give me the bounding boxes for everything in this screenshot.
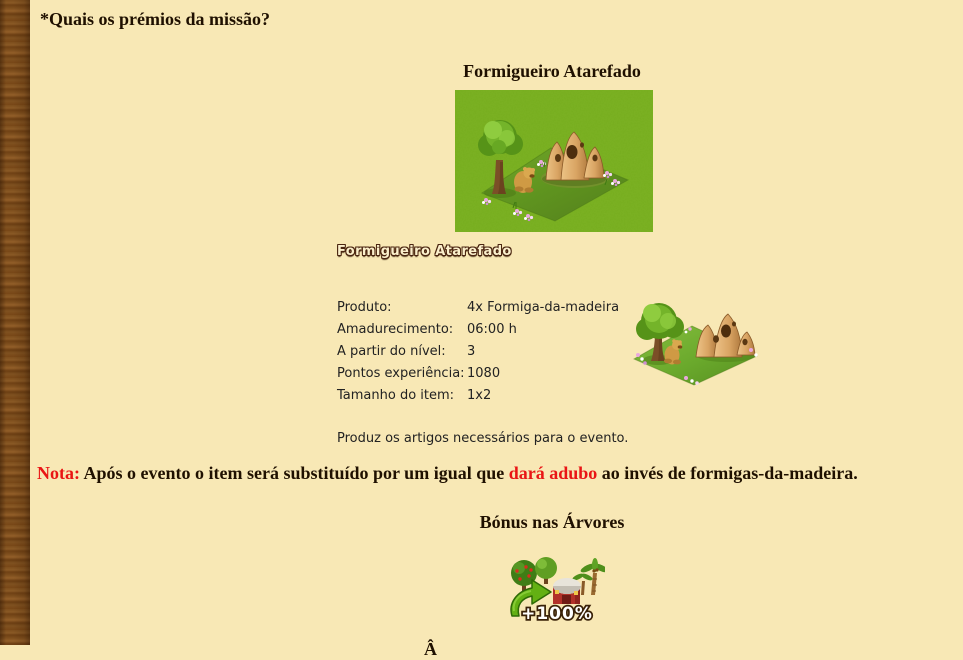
note-label: Nota: [37,463,80,483]
anthill-item-artwork [628,299,763,387]
bonus-percentage-label: +100% [521,604,593,623]
item-stats-table [337,297,619,407]
note-text-before: Após o evento o item será substituído por um igual que [80,463,509,483]
stat-value: 4x Formiga-da-madeira [467,300,620,315]
note-highlight: dará adubo [508,463,598,483]
wood-border [0,0,30,645]
stat-row [337,297,619,319]
stat-value: 06:00 h [467,322,517,337]
stat-row [337,319,619,341]
stat-row [337,341,619,363]
tree-bonus-icon [505,557,605,623]
stat-value: 3 [467,344,476,359]
green-tree-icon [535,557,557,584]
stat-label: Amadurecimento: [337,322,454,337]
next-heading-fragment: Â [424,639,437,659]
stat-value: 1x2 [467,388,492,403]
note-line [37,463,858,484]
item-caption: Formigueiro Atarefado [337,244,512,259]
stat-label: Produto: [337,300,392,315]
stat-row [337,385,619,407]
stat-label: Tamanho do item: [337,388,455,403]
anthill-field-image [455,90,653,232]
tree-bonus-image [505,557,605,623]
bonus-title: Bónus nas Árvores [479,512,625,532]
question-heading: *Quais os prémios da missão? [40,9,271,29]
anthill-item-screenshot [455,90,653,232]
item-description: Produz os artigos necessários para o evento. [337,431,629,446]
stat-label: A partir do nível: [337,344,446,359]
barn-icon [553,578,581,604]
note-text-after: ao invés de formigas-da-madeira. [597,463,858,483]
stat-label: Pontos experiência: [337,366,465,381]
anthill-artwork-image [628,299,763,387]
stat-value: 1080 [467,366,501,381]
stat-row [337,363,619,385]
item-title: Formigueiro Atarefado [463,61,641,81]
